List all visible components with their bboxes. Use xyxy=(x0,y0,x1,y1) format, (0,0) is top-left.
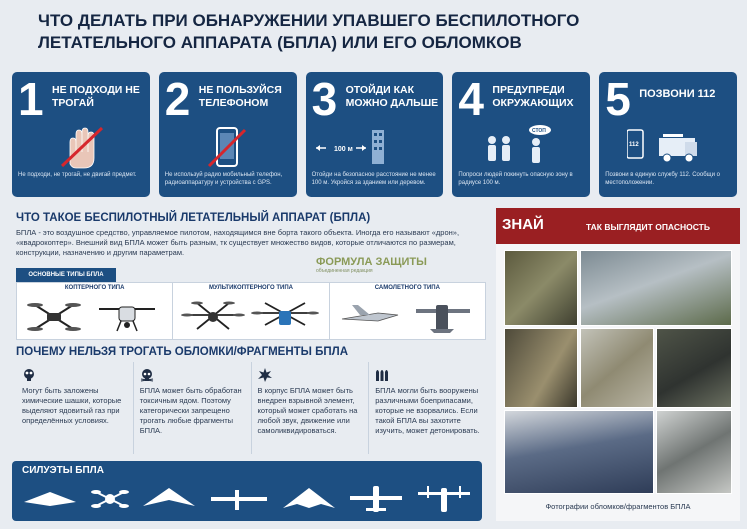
danger-text: БПЛА может быть обработан токсичным ядом. Поэтому категорически запрещено трогать любые фрагменты БПЛА. xyxy=(139,386,242,435)
drone-type-label: КОПТЕРНОГО ТИПА xyxy=(64,285,125,291)
types-label: ОСНОВНЫЕ ТИПЫ БПЛА xyxy=(16,268,116,282)
step-title: НЕ ПОЛЬЗУЙСЯ ТЕЛЕФОНОМ xyxy=(198,84,282,109)
debris-photo xyxy=(580,328,654,408)
plane-drone-icon xyxy=(338,295,478,339)
danger-item xyxy=(369,362,486,454)
no-touch-hand-icon xyxy=(40,124,120,170)
gas-mask-icon xyxy=(22,368,36,382)
watermark-sub: объединенная редакция xyxy=(316,268,373,274)
fire-truck-phone-icon xyxy=(627,124,707,170)
step-number: 4 xyxy=(458,73,484,125)
silhouette-vtol xyxy=(416,484,472,514)
stop-badge: СТОП xyxy=(532,128,547,134)
watermark-logo xyxy=(316,256,466,280)
phone-number: 112 xyxy=(629,142,639,148)
distance-icon xyxy=(312,124,442,170)
danger-item xyxy=(252,362,370,454)
debris-photo xyxy=(580,250,732,326)
what-text: БПЛА - это воздушное средство, управляемое пилотом, находящимся вне борта такого объекта. Иногда его называют «дрон», «квадрокоптер». Внешний вид БПЛА может быть разным, тк существует множество видов, которые отличаются по размерам, конструкции, назначению и другим параметрам. xyxy=(16,228,460,257)
step-desc: Не подходи, не трогай, не двигай предмет. xyxy=(18,172,137,178)
debris-photo xyxy=(504,410,654,494)
step-4 xyxy=(452,72,590,197)
people-warning-icon xyxy=(480,124,560,170)
step-3 xyxy=(306,72,444,197)
danger-item xyxy=(16,362,134,454)
drone-type-label: САМОЛЕТНОГО ТИПА xyxy=(374,285,440,291)
step-number: 2 xyxy=(164,73,191,125)
quadcopter-icon xyxy=(25,295,165,339)
step-desc: Попроси людей покинуть опасную зону в радиусе 100 м. xyxy=(458,172,573,186)
danger-item xyxy=(134,362,252,454)
drone-type-multicopter xyxy=(173,283,329,339)
page-title: ЧТО ДЕЛАТЬ ПРИ ОБНАРУЖЕНИИ УПАВШЕГО БЕСПИЛОТНОГО ЛЕТАТЕЛЬНОГО АППАРАТА (БПЛА) ИЛИ ЕГО ОБЛОМКОВ xyxy=(38,11,580,52)
silhouette-delta-wing xyxy=(141,484,197,514)
know-badge: ЗНАЙ xyxy=(502,216,544,233)
debris-photo xyxy=(656,328,732,408)
know-header xyxy=(496,208,740,244)
drone-type-plane xyxy=(330,283,485,339)
silhouette-plane xyxy=(348,484,404,514)
silhouette-quadcopter xyxy=(90,484,130,514)
silhouette-flying-wing xyxy=(22,484,78,514)
step-desc: Отойди на безопасное расстояние не менее 100 м. Укройся за зданием или деревом. xyxy=(311,172,436,186)
silhouette-glider xyxy=(209,484,269,514)
step-title: ОТОЙДИ КАК МОЖНО ДАЛЬШЕ xyxy=(345,84,439,109)
step-number: 1 xyxy=(18,73,44,125)
know-panel xyxy=(496,208,740,521)
steps-row xyxy=(12,72,737,197)
explosion-icon xyxy=(258,368,272,382)
danger-text: Могут быть заложены химические шашки, которые выделяют ядовитый газ при определённых условиях. xyxy=(22,386,122,425)
silhouettes-row xyxy=(22,481,472,517)
step-5 xyxy=(599,72,737,197)
step-number: 5 xyxy=(605,73,631,125)
step-2 xyxy=(159,72,297,197)
debris-photo xyxy=(656,410,732,494)
debris-photo xyxy=(504,250,578,326)
silhouette-stealth xyxy=(281,484,337,514)
photo-caption: Фотографии обломков/фрагментов БПЛА xyxy=(545,502,691,511)
step-desc: Позвони в единую службу 112. Сообщи о местоположении. xyxy=(605,172,720,186)
distance-label: 100 м xyxy=(333,146,353,153)
watermark-name: ФОРМУЛА ЗАЩИТЫ xyxy=(316,256,427,268)
drone-type-label: МУЛЬТИКОПТЕРНОГО ТИПА xyxy=(208,285,293,291)
what-heading: ЧТО ТАКОЕ БЕСПИЛОТНЫЙ ЛЕТАТЕЛЬНЫЙ АППАРАТ (БПЛА) xyxy=(16,212,371,224)
step-title: НЕ ПОДХОДИ НЕ ТРОГАЙ xyxy=(52,84,140,109)
why-heading: ПОЧЕМУ НЕЛЬЗЯ ТРОГАТЬ ОБЛОМКИ/ФРАГМЕНТЫ БПЛА xyxy=(16,346,349,358)
ammo-icon xyxy=(375,368,389,382)
drone-type-copter xyxy=(17,283,173,339)
multicopter-icon xyxy=(181,295,321,339)
danger-text: БПЛА могли быть вооружены различными боеприпасами, которые не взорвались. Если такой БПЛА вы захотите изучить, может детонировать. xyxy=(375,386,480,435)
silhouettes-heading: СИЛУЭТЫ БПЛА xyxy=(22,465,104,476)
danger-list xyxy=(16,362,486,454)
step-desc: Не используй радио мобильный телефон, радиоаппаратуру и устройства с GPS. xyxy=(164,172,283,186)
danger-text: В корпус БПЛА может быть внедрен взрывной элемент, который может сработать на любой звук, движение или самоликвидироваться. xyxy=(257,386,358,435)
skull-icon xyxy=(140,368,154,382)
silhouettes-panel xyxy=(12,461,482,521)
drone-types xyxy=(16,282,486,340)
step-title: ПРЕДУПРЕДИ ОКРУЖАЮЩИХ xyxy=(492,84,574,109)
no-phone-icon xyxy=(187,124,267,170)
step-1 xyxy=(12,72,150,197)
step-number: 3 xyxy=(311,73,338,125)
debris-photo xyxy=(504,328,578,408)
know-subtitle: ТАК ВЫГЛЯДИТ ОПАСНОСТЬ xyxy=(586,222,710,232)
step-title: ПОЗВОНИ 112 xyxy=(639,88,716,100)
